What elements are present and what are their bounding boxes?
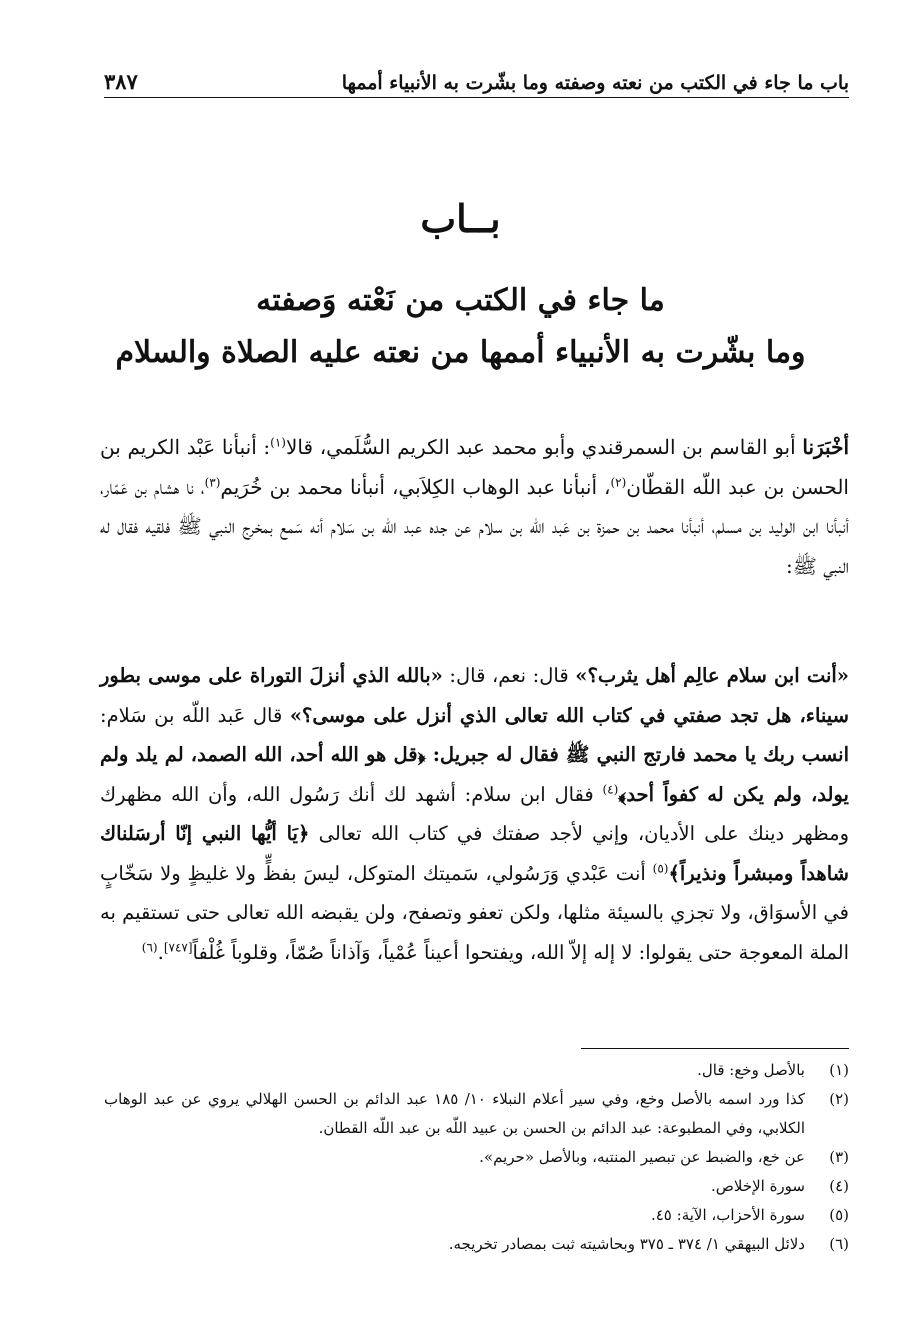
hadith-paragraph	[100, 656, 849, 972]
footnote-text: عن خع، والضبط عن تبصير المنتبه، وبالأصل «حريم».	[479, 1148, 805, 1166]
footnote	[104, 1172, 849, 1201]
page-reference: [٧٤٧]	[163, 940, 193, 954]
footnote-ref[interactable]: (٤)	[602, 782, 619, 796]
footnote-ref[interactable]: (٢)	[610, 474, 627, 489]
text-segment: قال: نعم، قال:	[442, 664, 576, 687]
footnote-number: (٥)	[829, 1206, 849, 1224]
text-segment: .	[157, 940, 164, 964]
footnote	[104, 1056, 849, 1085]
footnote-ref[interactable]: (١)	[270, 435, 286, 450]
footnote-number: (٢)	[829, 1090, 849, 1108]
footnote-number: (٤)	[829, 1177, 849, 1195]
footnotes	[104, 1056, 849, 1259]
footnote	[104, 1143, 849, 1172]
lead-word: أخْبَرَنا	[802, 435, 849, 459]
page-number: ٣٨٧	[104, 69, 138, 94]
quran-verse: ﴿يَا أيُّها النبي إنّا أرسَلناك شاهداً ومبشراً ونذيراً﴾	[100, 822, 849, 885]
footnote-number: (٣)	[829, 1148, 849, 1166]
text-segment: قال عَبد اللّه بن سَلام:	[100, 703, 290, 727]
running-header	[104, 58, 849, 94]
footnote-ref[interactable]: (٥)	[652, 861, 669, 875]
isnad-paragraph	[100, 428, 849, 586]
footnote-rule	[581, 1048, 849, 1049]
text-segment: ، أنبأنا عبد الوهاب الكِلاَبي، أنبأنا محمد بن خُرَيم	[220, 474, 611, 499]
text-segment: : أنبأنا عَبْد الكريم بن الحسن بن عبد اللّه القطّان	[100, 435, 849, 499]
footnote-ref[interactable]: (٦)	[141, 940, 158, 954]
chapter-title-line-2: وما بشّرت به الأنبياء أممها من نعته عليه الصلاة والسلام	[115, 335, 806, 370]
running-title: باب ما جاء في الكتب من نعته وصفته وما بشّرت به الأنبياء أممها	[341, 72, 849, 94]
footnote-text: بالأصل وخع: قال.	[697, 1061, 805, 1079]
footnote	[104, 1230, 849, 1259]
footnote	[104, 1201, 849, 1230]
chapter-label: بــاب	[420, 196, 501, 241]
footnote-text: دلائل البيهقي ١/ ٣٧٤ ـ ٣٧٥ وبحاشيته ثبت بمصادر تخريجه.	[448, 1235, 805, 1253]
text-segment: فقال ابن سلام: أشهد لك أنك رَسُول الله، وأن الله مظهرك ومظهر دينك على الأديان، وإني لأجد صفتك في كتاب الله تعالى	[100, 782, 850, 845]
footnote-text: سورة الإخلاص.	[710, 1177, 805, 1195]
text-segment: أبو القاسم بن السمرقندي وأبو محمد عبد الكريم السُّلَمي، قالا	[285, 435, 796, 459]
footnote-text: سورة الأحزاب، الآية: ٤٥.	[650, 1206, 805, 1224]
text-segment: أنت عَبْدي وَرَسُولي، سَميتك المتوكل، ليسَ بفظٍّ ولا غليظٍ ولا سَخّابٍ في الأسوَاق، ولا تجزي بالسيئة مثلها، ولكن تعفو وتصفح، ولن يقبضه الله تعالى حتى تستقيم به الملة المعوجة حتى يقولوا: لا إله إلاّ الله، ويفتحوا أعيناً عُمْياً، وَآذاناً صُمّاً، وقلوباً غُلْفاً	[100, 861, 849, 964]
footnote-ref[interactable]: (٣)	[204, 474, 221, 489]
quote-segment: «أنت ابن سلام عالِم أهل يثرب؟»	[575, 664, 849, 687]
text-segment: ، نا هشام بن عَمّار، أنبأنا ابن الوليد بن مسلم، أنبأنا محمد بن حمزة بن عَبد اللّه بن سلام عن جده عبد اللّه بن سَلام أنه سَمع بمخرج النبي ﷺ فلقيه فقال له النبي ﷺ:	[100, 474, 849, 578]
footnote-number: (١)	[829, 1061, 849, 1079]
footnote	[104, 1085, 849, 1143]
quote-segment: انسب ربك يا محمد فارتج النبي ﷺ فقال له جبريل: ﴿قل هو الله أحد، الله الصمد، لم يلد ولم يولد، ولم يكن له كفواً أحد﴾	[100, 743, 849, 806]
header-rule	[104, 97, 849, 98]
chapter-title-line-1: ما جاء في الكتب من نَعْته وَصفته	[256, 283, 665, 318]
footnote-number: (٦)	[829, 1235, 849, 1253]
quote-segment: «بالله الذي أنزلَ التوراة على موسى بطور سيناء، هل تجد صفتي في كتاب الله تعالى الذي أنزل على موسى؟»	[100, 664, 849, 727]
footnote-text: كذا ورد اسمه بالأصل وخع، وفي سير أعلام النبلاء ١٠/ ١٨٥ عبد الدائم بن الحسن الهلالي يروي عن عبد الوهاب الكلابي، وفي المطبوعة: عبد الدائم بن الحسن بن عبيد اللّه بن عبد اللّه القطان.	[104, 1090, 805, 1137]
